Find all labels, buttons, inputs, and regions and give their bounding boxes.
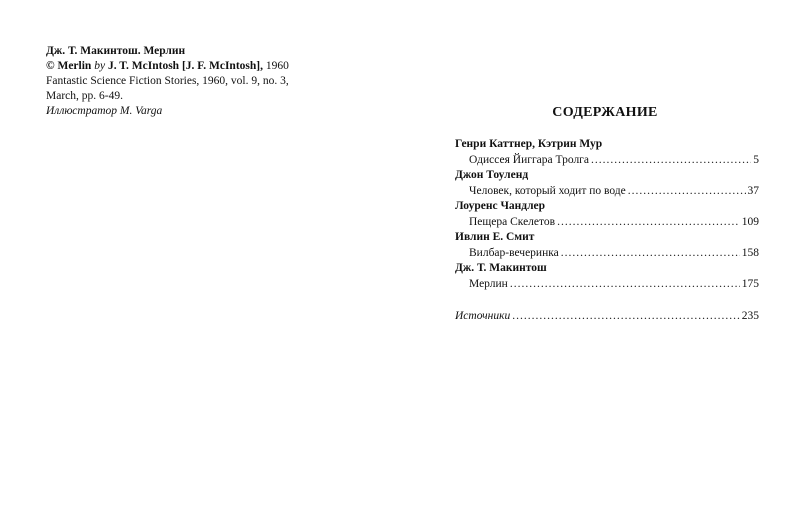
toc-entry[interactable]	[455, 215, 759, 231]
credits-illustrator: Иллюстратор M. Varga	[46, 105, 163, 117]
toc-title: СОДЕРЖАНИЕ	[552, 105, 658, 120]
toc-leader-dots	[557, 215, 740, 231]
toc-leader-dots	[512, 309, 740, 325]
toc-sources-entry[interactable]	[455, 309, 759, 325]
credits-title: Дж. Т. Макинтош. Мерлин	[46, 45, 186, 57]
credits-date-pages: March, pp. 6-49.	[46, 90, 123, 102]
table-of-contents	[455, 137, 759, 325]
toc-leader-dots	[591, 153, 751, 169]
credits-block	[46, 44, 376, 119]
toc-entry-page: 109	[741, 215, 759, 228]
toc-entry-title: Пещера Скелетов	[469, 215, 556, 228]
toc-sources-page: 235	[741, 310, 759, 322]
toc-entry-title: Вилбар-вечеринка	[469, 246, 559, 259]
toc-leader-dots	[510, 277, 740, 293]
toc-leader-dots	[561, 246, 740, 262]
toc-author: Ивлин Е. Смит	[455, 231, 535, 243]
toc-author: Лоуренс Чандлер	[455, 200, 546, 212]
toc-entry[interactable]	[455, 246, 759, 262]
copyright-author: J. T. McIntosh [J. F. McIntosh],	[107, 60, 263, 72]
toc-entry-page: 5	[753, 153, 759, 166]
copyright-year: 1960	[265, 60, 289, 72]
copyright-label: © Merlin	[46, 60, 92, 72]
toc-entry[interactable]	[455, 184, 759, 200]
toc-entry-page: 175	[741, 277, 759, 290]
toc-entry-title: Одиссея Йиггара Тролга	[469, 153, 589, 166]
toc-entry[interactable]	[455, 153, 759, 169]
toc-leader-dots	[628, 184, 746, 200]
toc-entry[interactable]	[455, 277, 759, 293]
toc-entry-page: 37	[747, 184, 759, 197]
toc-entry-title: Человек, который ходит по воде	[469, 184, 626, 197]
credits-copyright	[46, 59, 376, 74]
toc-entry-page: 158	[741, 246, 759, 259]
toc-entry-title: Мерлин	[469, 277, 508, 290]
toc-sources-title: Источники	[455, 310, 511, 322]
toc-author: Джон Тоуленд	[455, 169, 529, 181]
credits-publication: Fantastic Science Fiction Stories, 1960, vol. 9, no. 3,	[46, 75, 289, 87]
toc-author: Дж. Т. Макинтош	[455, 262, 547, 274]
copyright-by: by	[94, 60, 106, 72]
toc-author: Генри Каттнер, Кэтрин Мур	[455, 138, 603, 150]
